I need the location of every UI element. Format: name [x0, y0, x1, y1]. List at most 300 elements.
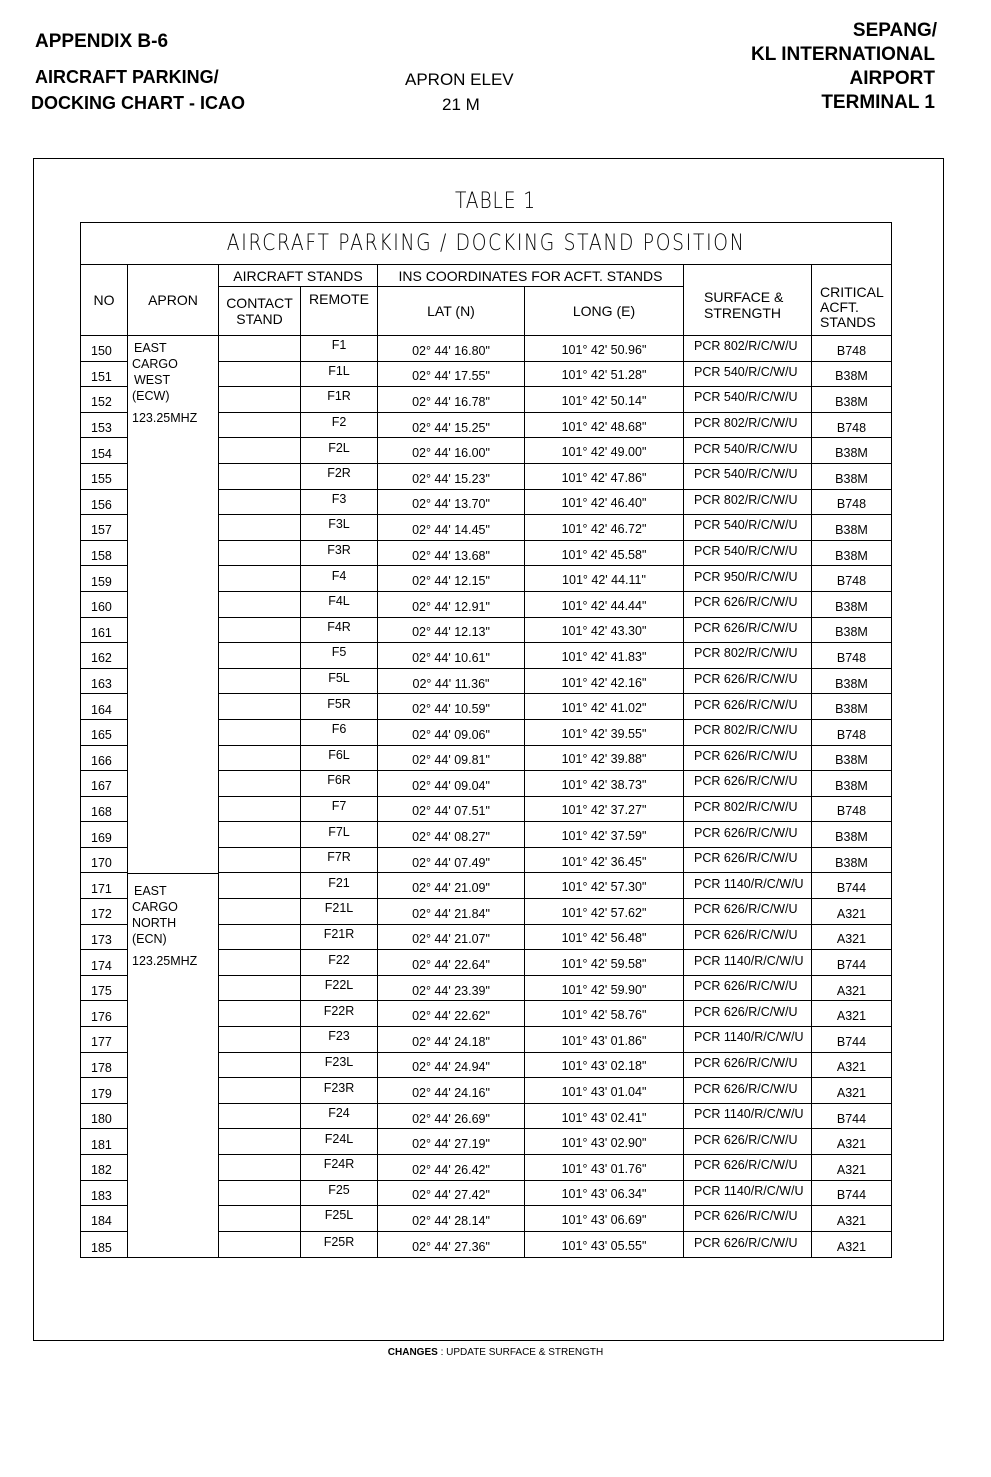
longitude-cell: 101° 42' 44.11" — [524, 566, 683, 592]
table-row — [81, 643, 891, 669]
latitude-cell: 02° 44' 15.23" — [377, 464, 524, 490]
longitude-cell: 101° 42' 56.48" — [524, 925, 683, 951]
remote-stand-cell: F23L — [300, 1053, 377, 1079]
surface-strength-cell: PCR 626/R/C/W/U — [683, 618, 811, 644]
row-no: 165 — [81, 720, 127, 746]
longitude-cell: 101° 42' 43.30" — [524, 618, 683, 644]
remote-stand-cell: F6 — [300, 720, 377, 746]
critical-aircraft-cell: B38M — [811, 746, 891, 772]
surface-strength-cell: PCR 540/R/C/W/U — [683, 362, 811, 388]
remote-stand-cell: F24R — [300, 1155, 377, 1181]
table-row — [81, 899, 891, 925]
contact-stand-cell — [218, 413, 300, 439]
remote-stand-cell: F6L — [300, 746, 377, 772]
critical-aircraft-cell: B38M — [811, 387, 891, 413]
surface-strength-cell: PCR 626/R/C/W/U — [683, 1129, 811, 1155]
longitude-cell: 101° 42' 44.44" — [524, 592, 683, 618]
table-caption-text: AIRCRAFT PARKING / DOCKING STAND POSITION — [226, 231, 746, 256]
row-no: 178 — [81, 1053, 127, 1079]
longitude-cell: 101° 42' 50.14" — [524, 387, 683, 413]
contact-stand-cell — [218, 822, 300, 848]
surface-strength-cell: PCR 626/R/C/W/U — [683, 822, 811, 848]
table-header — [81, 265, 891, 336]
latitude-cell: 02° 44' 17.55" — [377, 362, 524, 388]
changes-label: CHANGES — [387, 1347, 438, 1358]
contact-stand-cell — [218, 1001, 300, 1027]
contact-stand-cell — [218, 1053, 300, 1079]
contact-stand-cell — [218, 720, 300, 746]
longitude-cell: 101° 43' 01.86" — [524, 1027, 683, 1053]
contact-stand-cell — [218, 950, 300, 976]
latitude-cell: 02° 44' 10.59" — [377, 694, 524, 720]
latitude-cell: 02° 44' 13.70" — [377, 490, 524, 516]
longitude-cell: 101° 42' 46.72" — [524, 515, 683, 541]
remote-stand-cell: F1R — [300, 387, 377, 413]
longitude-cell: 101° 42' 41.02" — [524, 694, 683, 720]
chart-title-line2: DOCKING CHART - ICAO — [31, 93, 245, 113]
row-no: 169 — [81, 822, 127, 848]
longitude-cell: 101° 43' 02.18" — [524, 1053, 683, 1079]
contact-stand-cell — [218, 362, 300, 388]
contact-stand-cell — [218, 746, 300, 772]
longitude-cell: 101° 43' 01.04" — [524, 1078, 683, 1104]
col-critical-acft — [811, 265, 892, 335]
critical-aircraft-cell: B748 — [811, 413, 891, 439]
critical-aircraft-cell: A321 — [811, 1001, 891, 1027]
row-no: 185 — [91, 1240, 112, 1255]
longitude-cell: 101° 42' 47.86" — [524, 464, 683, 490]
table-row — [81, 618, 891, 644]
longitude-cell: 101° 43' 05.55" — [524, 1232, 683, 1258]
latitude-cell: 02° 44' 07.49" — [377, 848, 524, 874]
row-no: 168 — [81, 797, 127, 823]
remote-stand-cell: F3R — [300, 541, 377, 567]
table-row — [81, 694, 891, 720]
col-critical-line1: CRITICAL — [820, 283, 884, 300]
contact-stand-cell — [218, 1155, 300, 1181]
surface-strength-cell: PCR 802/R/C/W/U — [683, 490, 811, 516]
critical-aircraft-cell: B748 — [811, 797, 891, 823]
col-apron: APRON — [127, 265, 218, 335]
row-no: 152 — [81, 387, 127, 413]
contact-stand-cell — [218, 771, 300, 797]
col-remote: REMOTE — [300, 287, 377, 335]
critical-aircraft-cell: A321 — [811, 1155, 891, 1181]
col-critical-line2: ACFT. — [820, 298, 859, 315]
longitude-cell: 101° 43' 06.69" — [524, 1206, 683, 1232]
latitude-cell: 02° 44' 15.25" — [377, 413, 524, 439]
contact-stand-cell — [218, 541, 300, 567]
longitude-cell: 101° 43' 02.41" — [524, 1104, 683, 1130]
critical-aircraft-cell: B38M — [811, 694, 891, 720]
row-no: 154 — [81, 438, 127, 464]
apron-ecw-line3: WEST — [134, 373, 171, 387]
longitude-cell: 101° 42' 59.90" — [524, 976, 683, 1002]
surface-strength-cell: PCR 626/R/C/W/U — [683, 771, 811, 797]
stand-position-table — [80, 222, 892, 1258]
row-no: 183 — [81, 1181, 127, 1207]
remote-stand-cell: F6R — [300, 771, 377, 797]
changes-note — [0, 1347, 991, 1358]
row-no: 176 — [81, 1001, 127, 1027]
row-no: 181 — [81, 1129, 127, 1155]
longitude-cell: 101° 42' 39.55" — [524, 720, 683, 746]
contact-stand-cell — [218, 669, 300, 695]
table-row — [81, 1027, 891, 1053]
critical-aircraft-cell: B744 — [811, 1027, 891, 1053]
surface-strength-cell: PCR 802/R/C/W/U — [683, 720, 811, 746]
table-row — [81, 1078, 891, 1104]
remote-stand-cell: F4R — [300, 618, 377, 644]
remote-stand-cell: F2L — [300, 438, 377, 464]
remote-stand-cell: F4L — [300, 592, 377, 618]
row-no: 175 — [81, 976, 127, 1002]
contact-stand-cell — [218, 1129, 300, 1155]
longitude-cell: 101° 42' 41.83" — [524, 643, 683, 669]
surface-strength-cell: PCR 950/R/C/W/U — [683, 566, 811, 592]
table-row — [81, 1232, 891, 1258]
critical-aircraft-cell: A321 — [811, 1078, 891, 1104]
apron-ecn-line3: NORTH — [132, 916, 177, 930]
table-row — [81, 464, 891, 490]
table-row — [81, 1053, 891, 1079]
apron-ecw-line1: EAST — [134, 341, 167, 355]
contact-stand-cell — [218, 1206, 300, 1232]
row-no: 180 — [81, 1104, 127, 1130]
table-row — [81, 720, 891, 746]
contact-stand-cell — [218, 490, 300, 516]
row-no: 179 — [81, 1078, 127, 1104]
row-no: 166 — [81, 746, 127, 772]
table-row — [81, 976, 891, 1002]
col-no: NO — [93, 292, 115, 308]
longitude-cell: 101° 42' 59.58" — [524, 950, 683, 976]
chart-title-line1: AIRCRAFT PARKING/ — [35, 67, 219, 87]
critical-aircraft-cell: A321 — [811, 899, 891, 925]
table-row — [81, 592, 891, 618]
row-no: 171 — [81, 873, 127, 899]
table-row — [81, 515, 891, 541]
surface-strength-cell: PCR 540/R/C/W/U — [683, 515, 811, 541]
contact-stand-cell — [218, 1181, 300, 1207]
critical-aircraft-cell: B38M — [811, 464, 891, 490]
remote-stand-cell: F5L — [300, 669, 377, 695]
remote-stand-cell: F23 — [300, 1027, 377, 1053]
contact-stand-cell — [218, 873, 300, 899]
longitude-cell: 101° 42' 48.68" — [524, 413, 683, 439]
critical-aircraft-cell: B744 — [811, 1104, 891, 1130]
remote-stand-cell: F3L — [300, 515, 377, 541]
row-no: 184 — [81, 1206, 127, 1232]
remote-stand-cell: F1L — [300, 362, 377, 388]
critical-aircraft-cell: B744 — [811, 873, 891, 899]
remote-stand-cell: F7 — [300, 797, 377, 823]
latitude-cell: 02° 44' 24.16" — [377, 1078, 524, 1104]
longitude-cell: 101° 43' 06.34" — [524, 1181, 683, 1207]
critical-aircraft-cell: A321 — [811, 925, 891, 951]
surface-strength-cell: PCR 802/R/C/W/U — [683, 797, 811, 823]
critical-aircraft-cell: B38M — [811, 541, 891, 567]
col-surface-line2: STRENGTH — [704, 305, 781, 321]
table-row — [81, 1155, 891, 1181]
latitude-cell: 02° 44' 21.09" — [377, 873, 524, 899]
longitude-cell: 101° 42' 46.40" — [524, 490, 683, 516]
col-group-ins-coordinates: INS COORDINATES FOR ACFT. STANDS — [377, 265, 683, 287]
contact-stand-cell — [218, 797, 300, 823]
critical-aircraft-cell: B748 — [811, 336, 891, 362]
latitude-cell: 02° 44' 16.00" — [377, 438, 524, 464]
latitude-cell: 02° 44' 11.36" — [377, 669, 524, 695]
row-no: 155 — [81, 464, 127, 490]
table-row — [81, 873, 891, 899]
surface-strength-cell: PCR 1140/R/C/W/U — [683, 950, 811, 976]
longitude-cell: 101° 42' 36.45" — [524, 848, 683, 874]
col-contact-stand-line2: STAND — [236, 311, 283, 327]
critical-aircraft-cell: B38M — [811, 848, 891, 874]
apron-ecn-frequency: 123.25MHZ — [132, 954, 198, 968]
row-no: 161 — [81, 618, 127, 644]
latitude-cell: 02° 44' 12.15" — [377, 566, 524, 592]
table-row — [81, 336, 891, 362]
apron-ecn-line1: EAST — [134, 884, 167, 898]
critical-aircraft-cell: B748 — [811, 490, 891, 516]
surface-strength-cell: PCR 626/R/C/W/U — [683, 592, 811, 618]
table-row — [81, 362, 891, 388]
airport-line4: TERMINAL 1 — [821, 92, 935, 113]
latitude-cell: 02° 44' 12.13" — [377, 618, 524, 644]
table-row — [81, 490, 891, 516]
latitude-cell: 02° 44' 21.84" — [377, 899, 524, 925]
critical-aircraft-cell: B38M — [811, 515, 891, 541]
longitude-cell: 101° 42' 38.73" — [524, 771, 683, 797]
critical-aircraft-cell: A321 — [811, 1232, 891, 1258]
remote-stand-cell: F7L — [300, 822, 377, 848]
critical-aircraft-cell: B38M — [811, 438, 891, 464]
row-no: 177 — [81, 1027, 127, 1053]
latitude-cell: 02° 44' 24.18" — [377, 1027, 524, 1053]
surface-strength-cell: PCR 802/R/C/W/U — [683, 643, 811, 669]
surface-strength-cell: PCR 626/R/C/W/U — [683, 746, 811, 772]
remote-stand-cell: F24L — [300, 1129, 377, 1155]
remote-stand-cell: F23R — [300, 1078, 377, 1104]
row-no: 162 — [81, 643, 127, 669]
table-row — [81, 413, 891, 439]
changes-text: : UPDATE SURFACE & STRENGTH — [437, 1347, 604, 1358]
col-long: LONG (E) — [524, 287, 683, 335]
contact-stand-cell — [218, 925, 300, 951]
row-no: 150 — [81, 336, 127, 362]
longitude-cell: 101° 42' 51.28" — [524, 362, 683, 388]
contact-stand-cell — [218, 899, 300, 925]
surface-strength-cell: PCR 540/R/C/W/U — [683, 438, 811, 464]
longitude-cell: 101° 42' 57.62" — [524, 899, 683, 925]
contact-stand-cell — [218, 618, 300, 644]
contact-stand-cell — [218, 1078, 300, 1104]
remote-stand-cell: F21L — [300, 899, 377, 925]
remote-stand-cell: F3 — [300, 490, 377, 516]
contact-stand-cell — [218, 464, 300, 490]
critical-aircraft-cell: B744 — [811, 1181, 891, 1207]
longitude-cell: 101° 42' 42.16" — [524, 669, 683, 695]
contact-stand-cell — [218, 515, 300, 541]
latitude-cell: 02° 44' 13.68" — [377, 541, 524, 567]
critical-aircraft-cell: B38M — [811, 592, 891, 618]
latitude-cell: 02° 44' 22.62" — [377, 1001, 524, 1027]
surface-strength-cell: PCR 540/R/C/W/U — [683, 541, 811, 567]
surface-strength-cell: PCR 626/R/C/W/U — [683, 1232, 811, 1258]
contact-stand-cell — [218, 848, 300, 874]
table-row — [81, 848, 891, 874]
apron-elev-label: APRON ELEV — [405, 70, 514, 89]
surface-strength-cell: PCR 802/R/C/W/U — [683, 413, 811, 439]
surface-strength-cell: PCR 626/R/C/W/U — [683, 1053, 811, 1079]
surface-strength-cell: PCR 626/R/C/W/U — [683, 694, 811, 720]
remote-stand-cell: F25 — [300, 1181, 377, 1207]
remote-stand-cell: F25R — [300, 1232, 377, 1258]
latitude-cell: 02° 44' 27.36" — [377, 1232, 524, 1258]
latitude-cell: 02° 44' 16.78" — [377, 387, 524, 413]
table-row — [81, 1206, 891, 1232]
remote-stand-cell: F25L — [300, 1206, 377, 1232]
contact-stand-cell — [218, 566, 300, 592]
latitude-cell: 02° 44' 12.91" — [377, 592, 524, 618]
remote-stand-cell: F7R — [300, 848, 377, 874]
row-no: 158 — [81, 541, 127, 567]
row-no: 157 — [81, 515, 127, 541]
row-no: 173 — [81, 925, 127, 951]
col-contact-stand-line1: CONTACT — [226, 295, 293, 311]
table-row — [81, 1104, 891, 1130]
remote-stand-cell: F21R — [300, 925, 377, 951]
col-surface-strength — [683, 265, 811, 335]
longitude-cell: 101° 42' 49.00" — [524, 438, 683, 464]
critical-aircraft-cell: A321 — [811, 1206, 891, 1232]
row-no: 156 — [81, 490, 127, 516]
col-contact-stand — [218, 287, 300, 335]
table-row — [81, 387, 891, 413]
table-row — [81, 797, 891, 823]
apron-elev-value: 21 M — [442, 95, 480, 114]
apron-ecw-frequency: 123.25MHZ — [132, 411, 198, 425]
remote-stand-cell: F22R — [300, 1001, 377, 1027]
table-row — [81, 669, 891, 695]
contact-stand-cell — [218, 1232, 300, 1258]
critical-aircraft-cell: A321 — [811, 976, 891, 1002]
critical-aircraft-cell: B38M — [811, 618, 891, 644]
critical-aircraft-cell: A321 — [811, 1053, 891, 1079]
surface-strength-cell: PCR 1140/R/C/W/U — [683, 1181, 811, 1207]
latitude-cell: 02° 44' 14.45" — [377, 515, 524, 541]
surface-strength-cell: PCR 626/R/C/W/U — [683, 1078, 811, 1104]
contact-stand-cell — [218, 387, 300, 413]
table-label: TABLE 1 — [454, 189, 537, 214]
critical-aircraft-cell: B38M — [811, 822, 891, 848]
critical-aircraft-cell: B748 — [811, 566, 891, 592]
remote-stand-cell: F2R — [300, 464, 377, 490]
latitude-cell: 02° 44' 22.64" — [377, 950, 524, 976]
longitude-cell: 101° 43' 02.90" — [524, 1129, 683, 1155]
table-row — [81, 566, 891, 592]
table-row — [81, 771, 891, 797]
row-no: 164 — [81, 694, 127, 720]
critical-aircraft-cell: B748 — [811, 720, 891, 746]
surface-strength-cell: PCR 626/R/C/W/U — [683, 669, 811, 695]
latitude-cell: 02° 44' 27.42" — [377, 1181, 524, 1207]
latitude-cell: 02° 44' 08.27" — [377, 822, 524, 848]
latitude-cell: 02° 44' 10.61" — [377, 643, 524, 669]
remote-stand-cell: F4 — [300, 566, 377, 592]
critical-aircraft-cell: B748 — [811, 643, 891, 669]
row-no: 151 — [81, 362, 127, 388]
remote-stand-cell: F22L — [300, 976, 377, 1002]
table-row — [81, 1001, 891, 1027]
contact-stand-cell — [218, 336, 300, 362]
remote-stand-cell: F1 — [300, 336, 377, 362]
latitude-cell: 02° 44' 09.04" — [377, 771, 524, 797]
longitude-cell: 101° 42' 50.96" — [524, 336, 683, 362]
critical-aircraft-cell: B744 — [811, 950, 891, 976]
latitude-cell: 02° 44' 27.19" — [377, 1129, 524, 1155]
surface-strength-cell: PCR 626/R/C/W/U — [683, 976, 811, 1002]
critical-aircraft-cell: A321 — [811, 1129, 891, 1155]
longitude-cell: 101° 42' 45.58" — [524, 541, 683, 567]
row-no: 172 — [81, 899, 127, 925]
contact-stand-cell — [218, 438, 300, 464]
remote-stand-cell: F21 — [300, 873, 377, 899]
surface-strength-cell: PCR 626/R/C/W/U — [683, 1155, 811, 1181]
remote-stand-cell: F5 — [300, 643, 377, 669]
remote-stand-cell: F24 — [300, 1104, 377, 1130]
latitude-cell: 02° 44' 09.81" — [377, 746, 524, 772]
apron-ecn-line4: (ECN) — [132, 932, 167, 946]
longitude-cell: 101° 42' 37.27" — [524, 797, 683, 823]
row-no: 167 — [81, 771, 127, 797]
table-row — [81, 822, 891, 848]
longitude-cell: 101° 42' 57.30" — [524, 873, 683, 899]
apron-ecw-line4: (ECW) — [132, 389, 170, 403]
longitude-cell: 101° 42' 58.76" — [524, 1001, 683, 1027]
row-no: 182 — [81, 1155, 127, 1181]
latitude-cell: 02° 44' 16.80" — [377, 336, 524, 362]
col-lat: LAT (N) — [377, 287, 524, 335]
table-row — [81, 1129, 891, 1155]
row-no: 159 — [81, 566, 127, 592]
table-caption — [81, 223, 891, 265]
table-row — [81, 541, 891, 567]
surface-strength-cell: PCR 802/R/C/W/U — [683, 336, 811, 362]
contact-stand-cell — [218, 643, 300, 669]
critical-aircraft-cell: B38M — [811, 362, 891, 388]
row-no: 174 — [81, 950, 127, 976]
apron-ecw-line2: CARGO — [132, 357, 178, 371]
surface-strength-cell: PCR 626/R/C/W/U — [683, 925, 811, 951]
contact-stand-cell — [218, 592, 300, 618]
surface-strength-cell: PCR 626/R/C/W/U — [683, 899, 811, 925]
surface-strength-cell: PCR 626/R/C/W/U — [683, 1001, 811, 1027]
col-surface-line1: SURFACE & — [704, 289, 784, 305]
critical-aircraft-cell: B38M — [811, 669, 891, 695]
surface-strength-cell: PCR 1140/R/C/W/U — [683, 1104, 811, 1130]
remote-stand-cell: F2 — [300, 413, 377, 439]
surface-strength-cell: PCR 626/R/C/W/U — [683, 1206, 811, 1232]
longitude-cell: 101° 42' 37.59" — [524, 822, 683, 848]
surface-strength-cell: PCR 540/R/C/W/U — [683, 464, 811, 490]
latitude-cell: 02° 44' 26.69" — [377, 1104, 524, 1130]
latitude-cell: 02° 44' 23.39" — [377, 976, 524, 1002]
latitude-cell: 02° 44' 28.14" — [377, 1206, 524, 1232]
row-no: 170 — [81, 848, 127, 874]
row-no: 163 — [81, 669, 127, 695]
